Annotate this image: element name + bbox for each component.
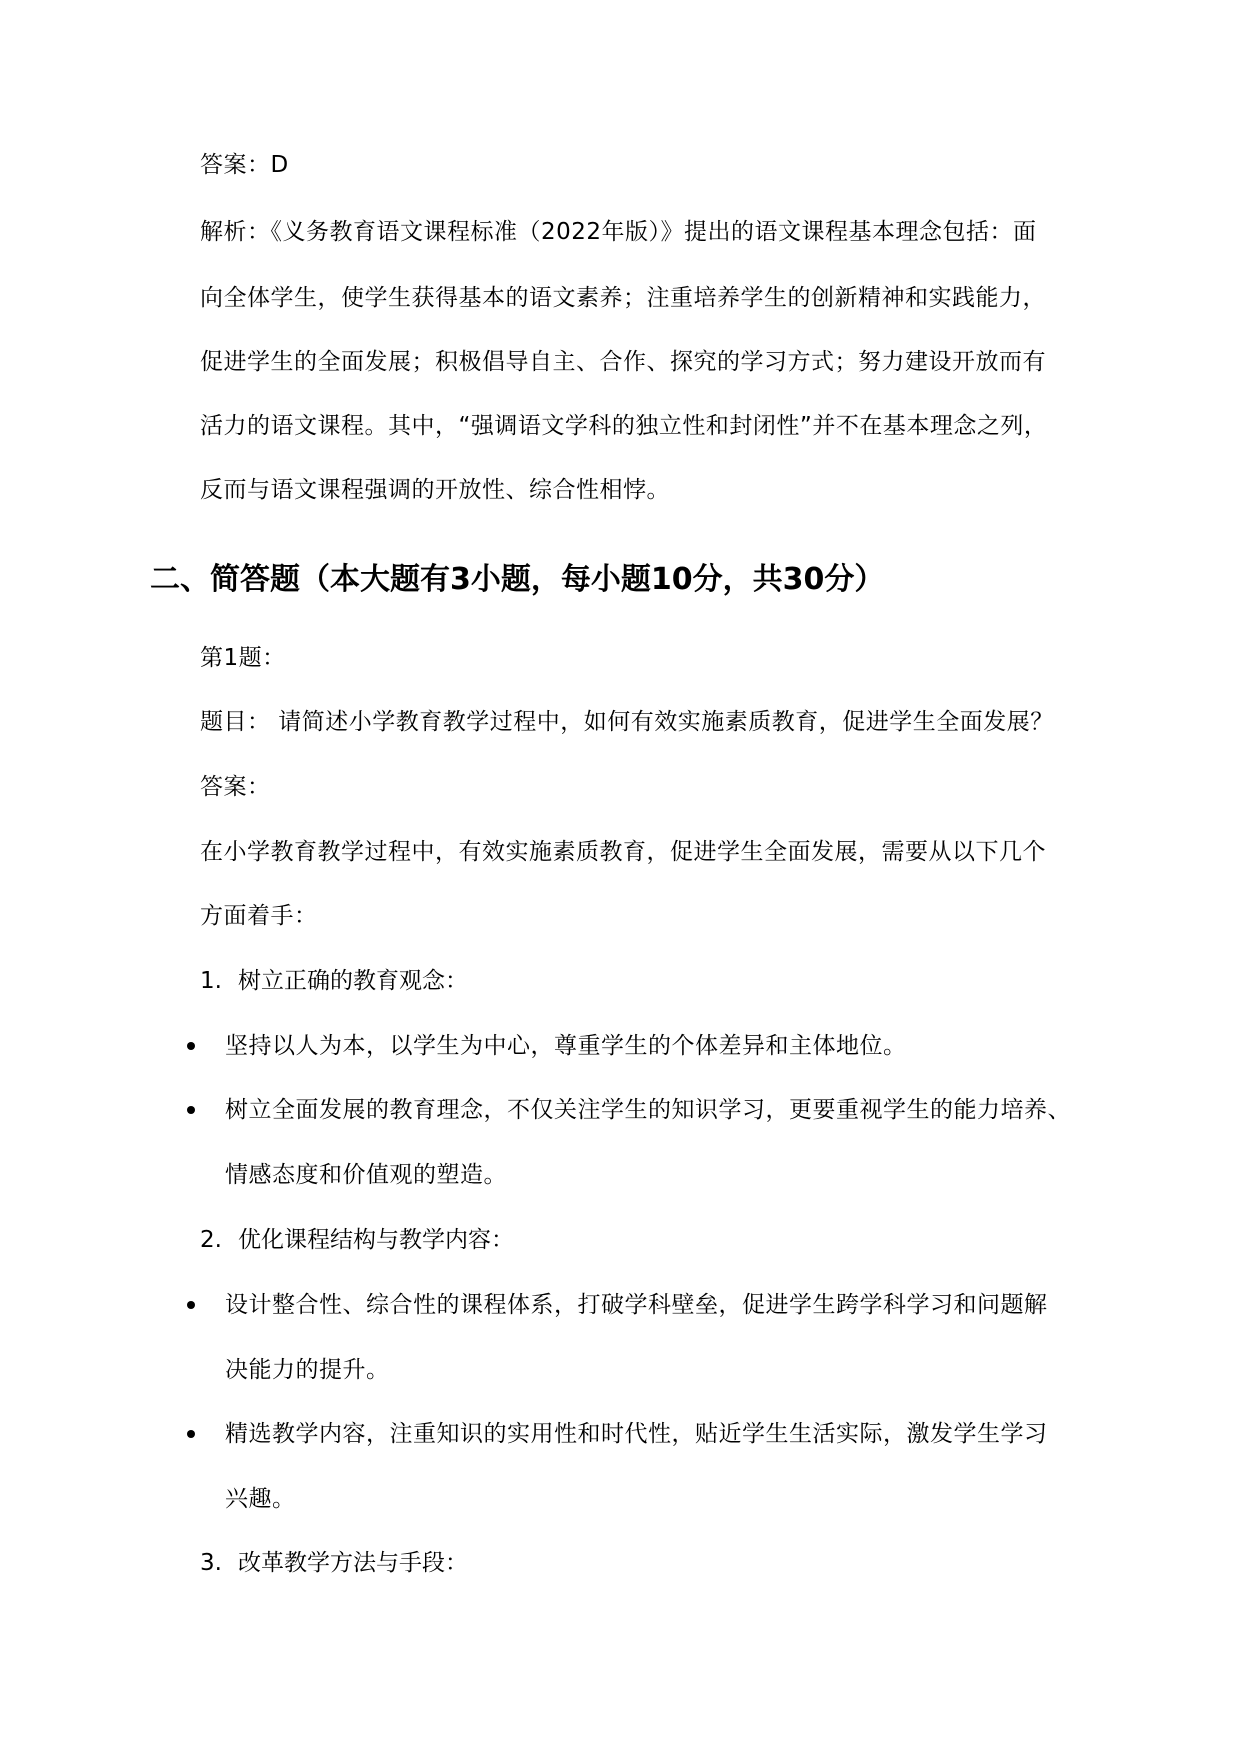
bullet-text: 兴趣。 [225, 1486, 296, 1512]
point-title: 优化课程结构与教学内容： [238, 1227, 514, 1253]
question-label: 第1题： [200, 645, 286, 671]
bullet-icon [187, 1042, 195, 1050]
analysis-line: 促进学生的全面发展；积极倡导自主、合作、探究的学习方式；努力建设开放而有 [200, 349, 1046, 375]
point-title: 树立正确的教育观念： [238, 968, 468, 994]
question-title: 题目： 请简述小学教育教学过程中，如何有效实施素质教育，促进学生全面发展？ [200, 709, 1054, 735]
bullet-icon [187, 1430, 195, 1438]
point-title: 改革教学方法与手段： [238, 1550, 468, 1576]
point-number: 1. [200, 968, 222, 994]
analysis-line: 反而与语文课程强调的开放性、综合性相悖。 [200, 477, 670, 503]
bullet-text: 情感态度和价值观的塑造。 [225, 1162, 507, 1188]
bullet-icon [187, 1301, 195, 1309]
point-number: 2. [200, 1227, 222, 1253]
answer-line: 答案：D [200, 152, 289, 178]
answer-intro-line: 方面着手： [200, 903, 318, 929]
section-heading: 二、简答题（本大题有3小题，每小题10分，共30分） [150, 562, 885, 597]
bullet-text: 决能力的提升。 [225, 1357, 390, 1383]
bullet-icon [187, 1106, 195, 1114]
answer-intro-line: 在小学教育教学过程中，有效实施素质教育，促进学生全面发展，需要从以下几个 [200, 839, 1046, 865]
analysis-line: 活力的语文课程。其中，“强调语文学科的独立性和封闭性”并不在基本理念之列， [200, 413, 1048, 439]
analysis-line: 解析：《义务教育语文课程标准（2022年版）》提出的语文课程基本理念包括：面 [200, 219, 1037, 245]
bullet-text: 精选教学内容，注重知识的实用性和时代性，贴近学生生活实际，激发学生学习 [225, 1421, 1048, 1447]
point-number: 3. [200, 1550, 222, 1576]
bullet-text: 坚持以人为本，以学生为中心，尊重学生的个体差异和主体地位。 [225, 1033, 907, 1059]
analysis-line: 向全体学生，使学生获得基本的语文素养；注重培养学生的创新精神和实践能力， [200, 285, 1046, 311]
bullet-text: 树立全面发展的教育理念，不仅关注学生的知识学习，更要重视学生的能力培养、 [225, 1097, 1071, 1123]
bullet-text: 设计整合性、综合性的课程体系，打破学科壁垒，促进学生跨学科学习和问题解 [225, 1292, 1048, 1318]
answer-label: 答案： [200, 774, 271, 800]
